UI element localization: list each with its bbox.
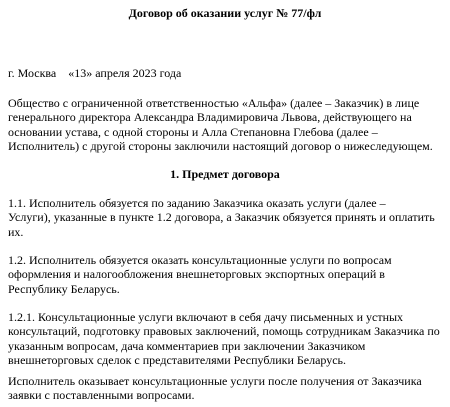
text-line: консультаций, подготовку правовых заключений, помощь сотрудникам Заказчика по — [8, 324, 440, 339]
closing-paragraph — [8, 374, 446, 403]
contract-date: «13» апреля 2023 года — [68, 66, 182, 80]
city: г. Москва — [8, 66, 57, 80]
preamble-paragraph — [8, 96, 446, 154]
clause-1-2 — [8, 253, 446, 296]
clause-1-2-1 — [8, 310, 446, 368]
text-line: указанным вопросам, дача комментариев при заключении Заказчиком — [8, 338, 366, 353]
text-line: 1.2. Исполнитель обязуется оказать консультационные услуги по вопросам — [8, 253, 392, 267]
section-heading: 1. Предмет договора — [170, 167, 280, 181]
text-line: внешнеторговых сделок с представителями Республики Беларусь. — [8, 353, 347, 368]
clause-1-1 — [8, 196, 446, 239]
text-line: Исполнитель) с другой стороны заключили настоящий договор о нижеследующем. — [8, 139, 433, 154]
text-line: Республику Беларусь. — [8, 281, 120, 296]
text-line: их. — [8, 224, 24, 239]
text-line: основании устава, с одной стороны и Алла Степановна Глебова (далее – — [8, 124, 378, 139]
text-line: Услуги), указанные в пункте 1.2 договора, а Заказчик обязуется принять и оплатить — [8, 210, 435, 225]
text-line: генерального директора Александра Владимировича Львова, действующего на — [8, 110, 412, 125]
document-title: Договор об оказании услуг № 77/фл — [128, 6, 322, 20]
place-and-date — [8, 66, 181, 80]
text-line: Исполнитель оказывает консультационные услуги после получения от Заказчика — [8, 374, 422, 388]
text-line: Общество с ограниченной ответственностью «Альфа» (далее – Заказчик) в лице — [8, 96, 420, 110]
text-line: 1.1. Исполнитель обязуется по заданию Заказчика оказать услуги (далее – — [8, 196, 386, 210]
text-line: заявки с поставленными вопросами. — [8, 388, 195, 403]
text-line: оформления и налогообложения внешнеторговых экспортных операций в — [8, 267, 385, 282]
text-line: 1.2.1. Консультационные услуги включают в себя дачу письменных и устных — [8, 310, 404, 324]
